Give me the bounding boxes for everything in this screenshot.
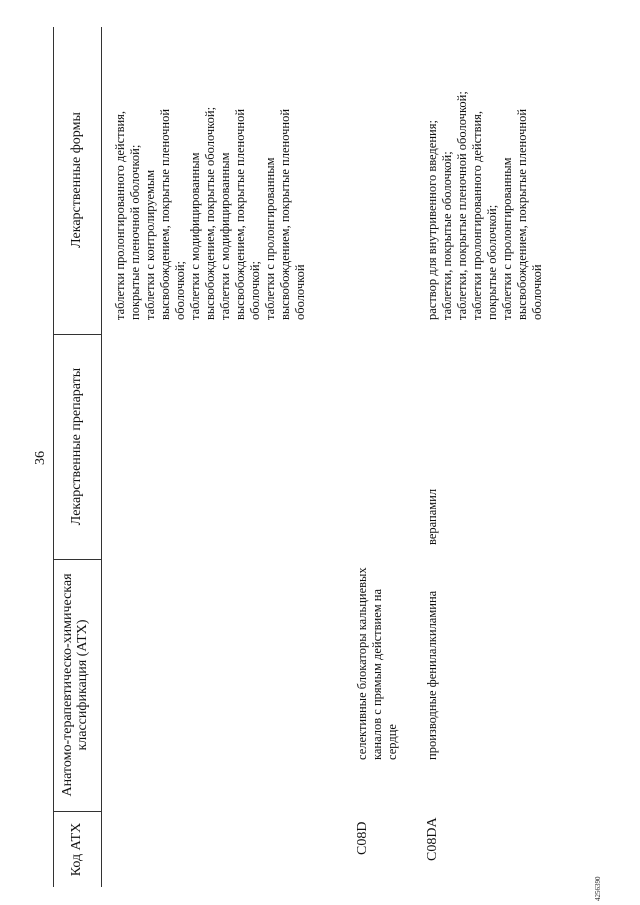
table-top-border [53,27,54,887]
header-classification: Анатомо-терапевтическо-химическая классификация (АТХ) [60,573,90,797]
forms-cell-c08da: раствор для внутривенного введения; таблетки, покрытые оболочкой; таблетки, покрытые пленочной оболочкой; таблетки пролонгированного действия, покрытые оболочкой; таблетки с пролонгированным высвобождением, покрытые пленочной оболочкой [425,91,544,320]
classification-cell-c08da: производные фенилалкиламина [425,590,439,760]
forms-cell-row1: таблетки пролонгированного действия, покрытые пленочной оболочкой; таблетки с контролируемым высвобождением, покрытые пленочной оболочкой; таблетки с модифицированным высвобождением, покрытые оболочкой; таблетки с модифицированным высвобождением, покрытые пленочной оболочкой; таблетки с пролонгированным высвобождением, покрытые пленочной оболочкой [113,106,307,320]
code-cell-c08da: C08DA [425,817,440,861]
page-number: 36 [33,451,48,465]
code-cell-c08d: C08D [355,821,370,855]
header-bottom-border [101,27,102,887]
header-forms: Лекарственные формы [69,112,84,248]
document-id: 4256390 [594,876,602,901]
header-drugs: Лекарственные препараты [69,367,84,526]
classification-cell-c08d: селективные блокаторы кальциевых каналов с прямым действием на сердце [355,567,399,760]
drug-cell-verapamil: верапамил [425,488,439,545]
header-code: Код АТХ [69,822,84,877]
